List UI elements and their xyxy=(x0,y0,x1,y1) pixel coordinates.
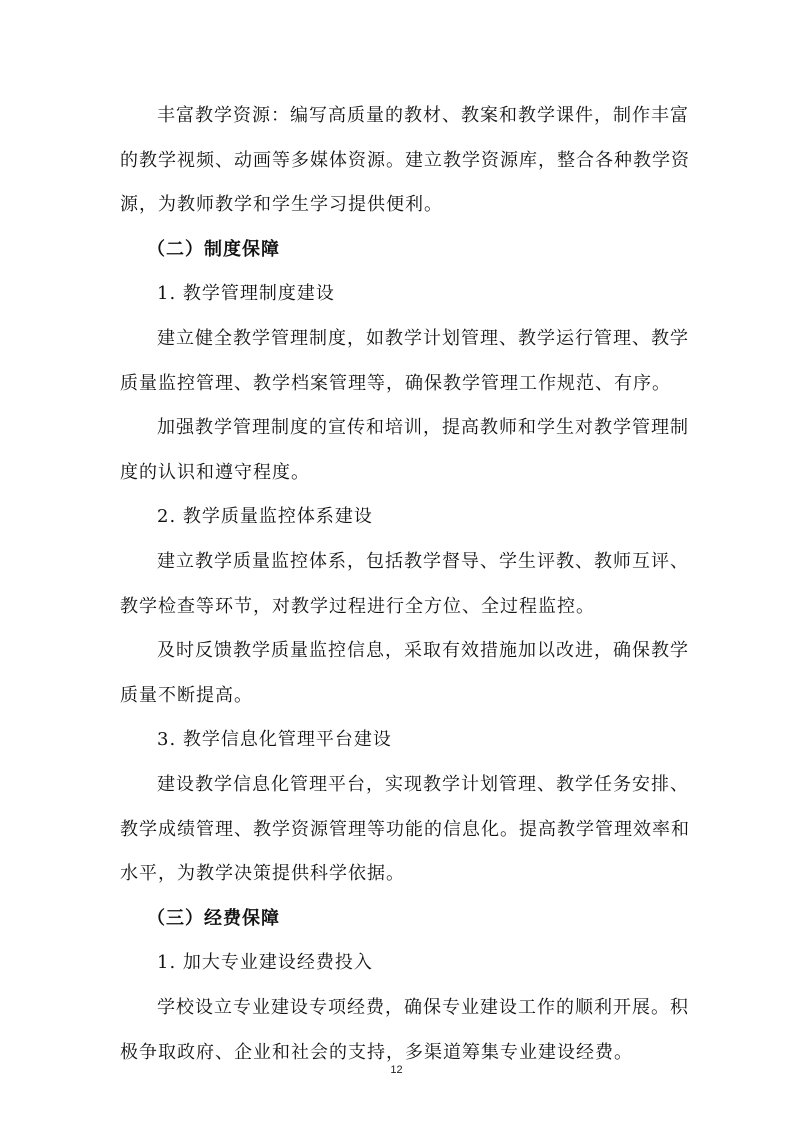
page-number: 12 xyxy=(390,1064,403,1076)
paragraph-line: 水平，为教学决策提供科学依据。 xyxy=(120,863,405,884)
subsection-heading: 1. 教学管理制度建设 xyxy=(157,283,335,304)
subsection-heading: 2. 教学质量监控体系建设 xyxy=(157,506,373,527)
paragraph-line: 建立健全教学管理制度，如教学计划管理、教学运行管理、教学 xyxy=(157,328,689,349)
subsection-heading: 3. 教学信息化管理平台建设 xyxy=(157,729,392,750)
paragraph-line: 质量不断提高。 xyxy=(120,685,253,706)
paragraph-line: 的教学视频、动画等多媒体资源。建立教学资源库，整合各种教学资 xyxy=(120,150,690,171)
paragraph-line: 建立教学质量监控体系，包括教学督导、学生评教、教师互评、 xyxy=(157,551,689,572)
paragraph-line: 建设教学信息化管理平台，实现教学计划管理、教学任务安排、 xyxy=(157,774,689,795)
paragraph-line: 教学检查等环节，对教学过程进行全方位、全过程监控。 xyxy=(120,596,595,617)
section-heading: （二）制度保障 xyxy=(147,239,280,260)
paragraph-line: 加强教学管理制度的宣传和培训，提高教师和学生对教学管理制 xyxy=(157,417,689,438)
paragraph-line: 教学成绩管理、教学资源管理等功能的信息化。提高教学管理效率和 xyxy=(120,819,690,840)
paragraph-line: 源，为教师教学和学生学习提供便利。 xyxy=(120,194,443,215)
paragraph-line: 极争取政府、企业和社会的支持，多渠道筹集专业建设经费。 xyxy=(120,1042,633,1063)
paragraph-line: 及时反馈教学质量监控信息，采取有效措施加以改进，确保教学 xyxy=(157,640,689,661)
paragraph-line: 度的认识和遵守程度。 xyxy=(120,462,310,483)
paragraph-line: 丰富教学资源：编写高质量的教材、教案和教学课件，制作丰富 xyxy=(157,105,689,126)
paragraph-line: 质量监控管理、教学档案管理等，确保教学管理工作规范、有序。 xyxy=(120,373,671,394)
subsection-heading: 1. 加大专业建设经费投入 xyxy=(157,952,373,973)
paragraph-line: 学校设立专业建设专项经费，确保专业建设工作的顺利开展。积 xyxy=(157,997,689,1018)
section-heading: （三）经费保障 xyxy=(147,908,280,929)
